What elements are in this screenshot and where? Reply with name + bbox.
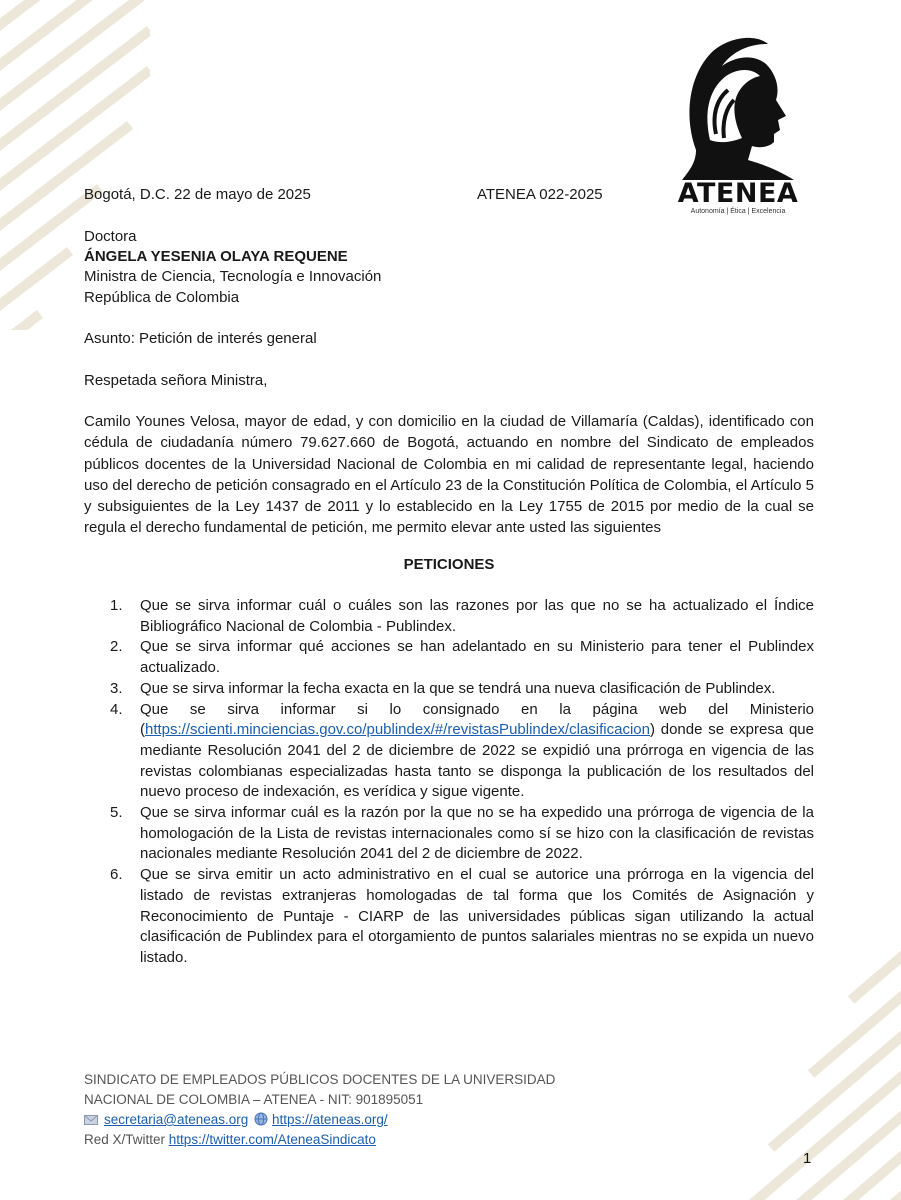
petition-text-before-link: Que se sirva informar si lo consignado en la página web del Ministerio ( [140,700,814,739]
decorative-stripes-bottom-right [731,940,901,1200]
website-link[interactable]: https://ateneas.org/ [272,1112,388,1127]
mail-icon [84,1115,98,1125]
footer-org-line-1: SINDICATO DE EMPLEADOS PÚBLICOS DOCENTES DE LA UNIVERSIDAD [84,1072,556,1087]
petition-number: 1. [110,597,123,614]
letter-greeting: Respetada señora Ministra, [84,372,268,389]
petitions-heading: PETICIONES [403,556,495,573]
petitions-list [84,596,814,969]
letter-footer [84,1070,555,1150]
petition-number: 3. [110,679,123,697]
letter-subject: Asunto: Petición de interés general [84,330,317,347]
email-link[interactable]: secretaria@ateneas.org [104,1112,249,1127]
petition-item [84,596,814,637]
petition-number: 6. [110,866,123,884]
petition-text: Que se sirva informar qué acciones se han adelantado en su Ministerio para tener el Publindex actualizado. [140,638,814,677]
recipient-country: República de Colombia [84,289,240,306]
atenea-logo [676,30,800,218]
footer-org-line-2: NACIONAL DE COLOMBIA – ATENEA - NIT: 901895051 [84,1092,424,1107]
athena-helmet-icon [676,30,800,180]
letter-date: Bogotá, D.C. 22 de mayo de 2025 [84,186,311,203]
petition-text: Que se sirva emitir un acto administrativo en el cual se autorice una prórroga en la vigencia del listado de revistas extranjeras homologadas de tal forma que los Comités de Asignación y Reconocimiento de Puntaje - CIARP de las universidades públicas sigan utilizando la actual clasificación de Publindex para el otorgamiento de puntos salariales mientras no se expida un nuevo listado. [140,866,814,966]
globe-icon [254,1112,268,1126]
petition-number: 5. [110,804,123,822]
petition-number: 4. [110,700,123,718]
petition-item [84,700,814,804]
page-number: 1 [803,1150,812,1167]
letter-body: Camilo Younes Velosa, mayor de edad, y con domicilio en la ciudad de Villamaría (Caldas), identificado con cédula de ciudadanía número 79.627.660 de Bogotá, actuando en nombre del Sindicato de empleados públicos docentes de la Universidad Nacional de Colombia en mi calidad de representante legal, haciendo uso del derecho de petición consagrado en el Artículo 23 de la Constitución Política de Colombia, el Artículo 5 y subsiguientes de la Ley 1437 de 2011 y lo establecido en la Ley 1755 de 2015 por medio de la cual se regula el derecho fundamental de petición, me permito elevar ante usted las siguientes [84,413,814,537]
petition-text: Que se sirva informar la fecha exacta en la que se tendrá una nueva clasificación de Publindex. [140,679,776,697]
petition-number: 2. [110,638,123,656]
twitter-link[interactable]: https://twitter.com/AteneaSindicato [168,1132,376,1147]
twitter-label: Red X/Twitter [84,1132,166,1147]
petition-item [84,865,814,969]
petition-text: Que se sirva informar cuál o cuáles son las razones por las que no se ha actualizado el Índice Bibliográfico Nacional de Colombia - Publindex. [140,597,814,635]
publindex-link[interactable]: https://scienti.minciencias.gov.co/publindex/#/revistasPublindex/clasificacion [145,721,650,739]
petition-text: Que se sirva informar cuál es la razón por la que no se ha expedido una prórroga de vigencia de la homologación de la Lista de revistas internacionales como sí se hizo con la clasificación de revistas nacionales mediante Resolución 2041 del 2 de diciembre de 2022. [140,804,814,863]
recipient-title: Doctora [84,228,137,245]
petition-text-after-link: ) donde se expresa que mediante Resolución 2041 del 2 de diciembre de 2022 se expidió una prórroga en vigencia de las revistas colombianas especializadas hasta tanto se disponga la publicación de los resultados del nuevo proceso de indexación, es verídica y sigue vigente. [140,721,814,801]
petition-item [84,679,814,700]
letter-reference: ATENEA 022-2025 [477,186,603,203]
petition-item [84,637,814,678]
logo-tagline: Autonomía | Ética | Excelencia [690,208,786,215]
footer-contact-row [84,1110,555,1130]
footer-twitter-row [84,1130,555,1150]
recipient-name: ÁNGELA YESENIA OLAYA REQUENE [84,248,348,265]
logo-name: ATENEA [677,178,799,209]
recipient-role: Ministra de Ciencia, Tecnología e Innovación [84,268,382,285]
petition-item [84,803,814,865]
